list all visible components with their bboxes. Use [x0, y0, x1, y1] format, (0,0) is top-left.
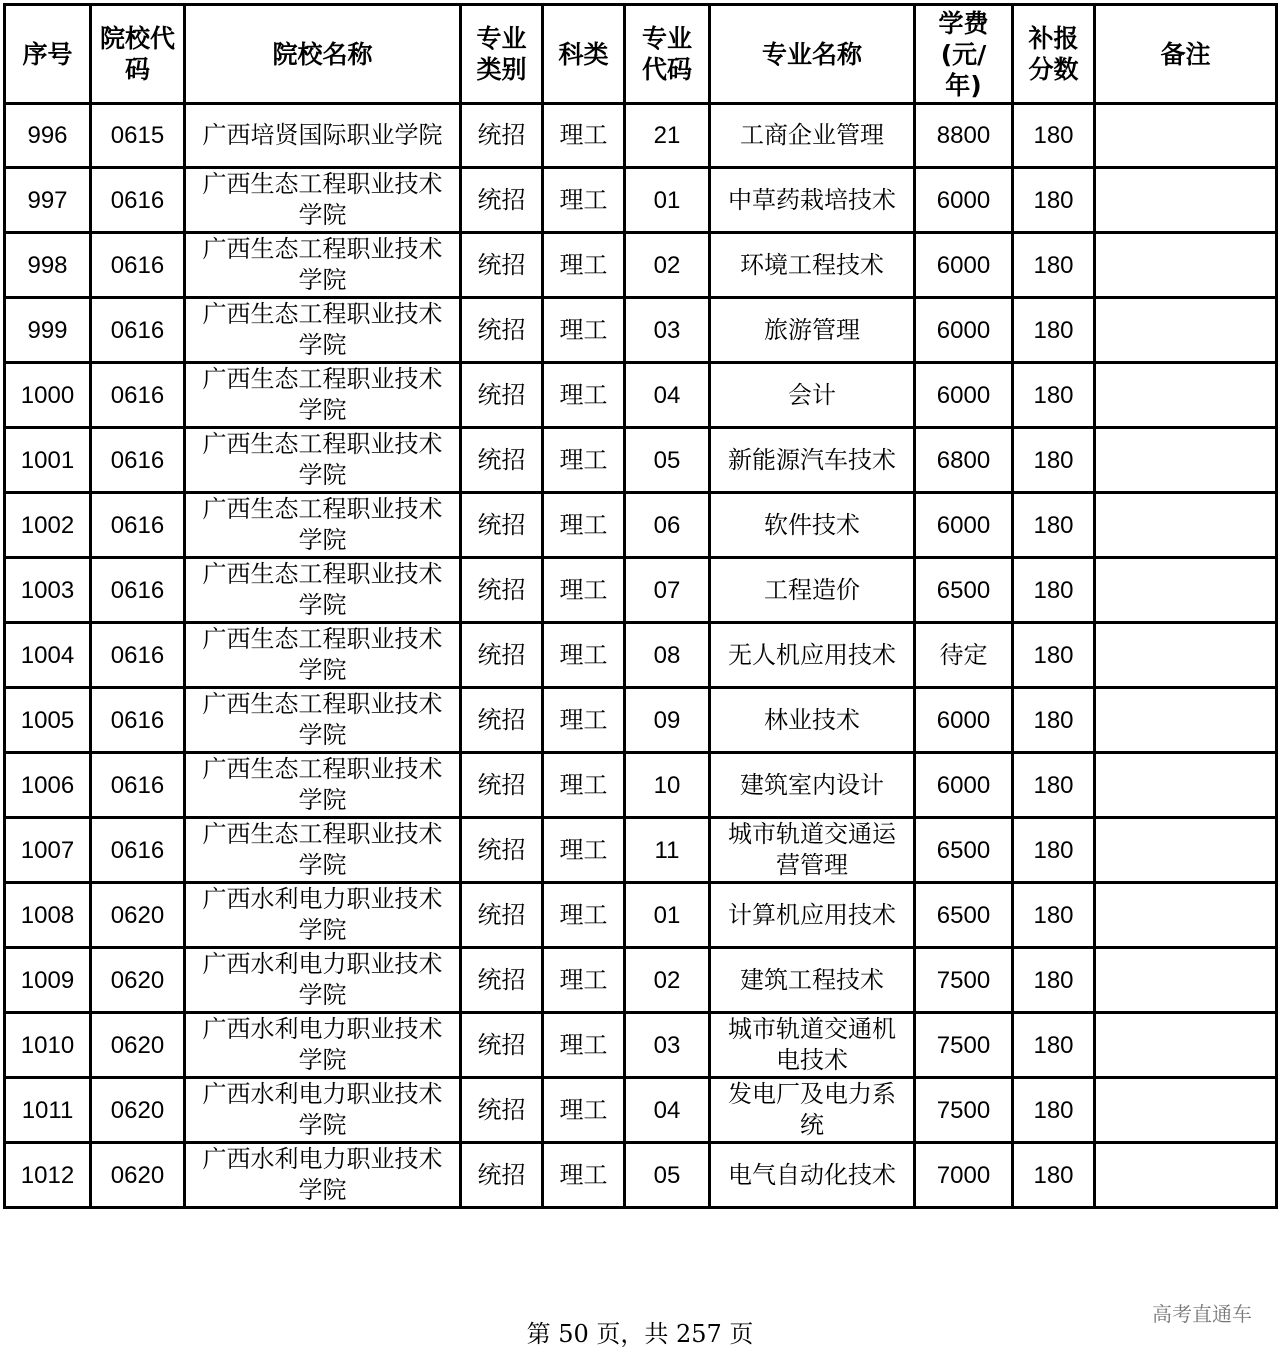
cell-subject: 理工	[543, 363, 625, 428]
admissions-table-container	[3, 3, 1278, 1209]
cell-category: 统招	[461, 428, 543, 493]
header-school-code: 院校代码	[91, 5, 185, 104]
cell-school-code: 0620	[91, 1013, 185, 1078]
header-min-score: 补报分数	[1013, 5, 1095, 104]
cell-major-code: 01	[625, 883, 710, 948]
cell-category: 统招	[461, 623, 543, 688]
cell-category: 统招	[461, 883, 543, 948]
cell-tuition: 6000	[915, 688, 1013, 753]
cell-subject: 理工	[543, 428, 625, 493]
header-seq: 序号	[5, 5, 91, 104]
cell-min-score: 180	[1013, 688, 1095, 753]
cell-major-name: 电气自动化技术	[710, 1143, 915, 1208]
cell-min-score: 180	[1013, 104, 1095, 168]
cell-major-code: 11	[625, 818, 710, 883]
cell-seq: 1005	[5, 688, 91, 753]
table-row	[5, 104, 1277, 168]
cell-tuition: 6000	[915, 168, 1013, 233]
cell-major-code: 08	[625, 623, 710, 688]
cell-school-code: 0615	[91, 104, 185, 168]
cell-note	[1095, 623, 1277, 688]
cell-major-name: 无人机应用技术	[710, 623, 915, 688]
cell-school-name: 广西水利电力职业技术学院	[185, 1078, 461, 1143]
cell-seq: 996	[5, 104, 91, 168]
cell-school-name: 广西生态工程职业技术学院	[185, 168, 461, 233]
cell-major-code: 05	[625, 1143, 710, 1208]
cell-seq: 997	[5, 168, 91, 233]
cell-note	[1095, 168, 1277, 233]
header-major-code: 专业代码	[625, 5, 710, 104]
table-header-row	[5, 5, 1277, 104]
cell-major-name: 会计	[710, 363, 915, 428]
cell-school-name: 广西生态工程职业技术学院	[185, 428, 461, 493]
cell-major-code: 03	[625, 1013, 710, 1078]
cell-category: 统招	[461, 818, 543, 883]
cell-tuition: 7500	[915, 1013, 1013, 1078]
cell-tuition: 7500	[915, 1078, 1013, 1143]
cell-subject: 理工	[543, 1078, 625, 1143]
cell-school-code: 0616	[91, 298, 185, 363]
cell-major-code: 09	[625, 688, 710, 753]
table-row	[5, 1013, 1277, 1078]
cell-school-name: 广西水利电力职业技术学院	[185, 883, 461, 948]
cell-category: 统招	[461, 558, 543, 623]
cell-school-code: 0620	[91, 948, 185, 1013]
cell-tuition: 6500	[915, 818, 1013, 883]
cell-min-score: 180	[1013, 233, 1095, 298]
cell-seq: 1007	[5, 818, 91, 883]
cell-major-name: 软件技术	[710, 493, 915, 558]
cell-major-code: 03	[625, 298, 710, 363]
cell-subject: 理工	[543, 948, 625, 1013]
table-row	[5, 558, 1277, 623]
cell-major-code: 02	[625, 948, 710, 1013]
cell-school-name: 广西生态工程职业技术学院	[185, 298, 461, 363]
table-row	[5, 233, 1277, 298]
cell-major-code: 10	[625, 753, 710, 818]
cell-school-code: 0616	[91, 623, 185, 688]
cell-school-code: 0616	[91, 558, 185, 623]
table-row	[5, 818, 1277, 883]
cell-school-code: 0616	[91, 493, 185, 558]
table-row	[5, 753, 1277, 818]
cell-note	[1095, 233, 1277, 298]
header-major-name: 专业名称	[710, 5, 915, 104]
cell-major-name: 旅游管理	[710, 298, 915, 363]
table-row	[5, 883, 1277, 948]
cell-category: 统招	[461, 1143, 543, 1208]
cell-category: 统招	[461, 363, 543, 428]
cell-tuition: 6800	[915, 428, 1013, 493]
cell-subject: 理工	[543, 883, 625, 948]
cell-subject: 理工	[543, 688, 625, 753]
cell-seq: 1001	[5, 428, 91, 493]
cell-school-code: 0616	[91, 688, 185, 753]
cell-min-score: 180	[1013, 168, 1095, 233]
cell-min-score: 180	[1013, 1078, 1095, 1143]
cell-category: 统招	[461, 298, 543, 363]
cell-school-name: 广西生态工程职业技术学院	[185, 558, 461, 623]
cell-school-name: 广西水利电力职业技术学院	[185, 1013, 461, 1078]
cell-tuition: 待定	[915, 623, 1013, 688]
cell-subject: 理工	[543, 558, 625, 623]
cell-school-name: 广西生态工程职业技术学院	[185, 818, 461, 883]
table-row	[5, 1078, 1277, 1143]
cell-major-code: 04	[625, 363, 710, 428]
header-school-name: 院校名称	[185, 5, 461, 104]
cell-school-code: 0616	[91, 818, 185, 883]
header-category: 专业类别	[461, 5, 543, 104]
cell-note	[1095, 1013, 1277, 1078]
cell-tuition: 6500	[915, 558, 1013, 623]
cell-seq: 1000	[5, 363, 91, 428]
cell-subject: 理工	[543, 493, 625, 558]
header-subject: 科类	[543, 5, 625, 104]
admissions-table	[3, 3, 1278, 1209]
table-row	[5, 623, 1277, 688]
cell-category: 统招	[461, 948, 543, 1013]
header-note: 备注	[1095, 5, 1277, 104]
cell-category: 统招	[461, 168, 543, 233]
cell-min-score: 180	[1013, 298, 1095, 363]
cell-school-name: 广西生态工程职业技术学院	[185, 753, 461, 818]
cell-note	[1095, 688, 1277, 753]
cell-major-name: 建筑工程技术	[710, 948, 915, 1013]
cell-school-name: 广西生态工程职业技术学院	[185, 363, 461, 428]
cell-major-name: 工程造价	[710, 558, 915, 623]
cell-school-name: 广西生态工程职业技术学院	[185, 233, 461, 298]
cell-tuition: 6000	[915, 298, 1013, 363]
cell-note	[1095, 883, 1277, 948]
cell-min-score: 180	[1013, 363, 1095, 428]
cell-category: 统招	[461, 104, 543, 168]
table-row	[5, 688, 1277, 753]
cell-subject: 理工	[543, 818, 625, 883]
cell-major-code: 06	[625, 493, 710, 558]
cell-note	[1095, 104, 1277, 168]
cell-major-name: 计算机应用技术	[710, 883, 915, 948]
cell-school-code: 0620	[91, 1078, 185, 1143]
watermark-text: 高考直通车	[1152, 1302, 1252, 1326]
cell-major-name: 环境工程技术	[710, 233, 915, 298]
cell-seq: 1002	[5, 493, 91, 558]
cell-note	[1095, 363, 1277, 428]
cell-min-score: 180	[1013, 558, 1095, 623]
cell-seq: 1006	[5, 753, 91, 818]
cell-major-name: 新能源汽车技术	[710, 428, 915, 493]
cell-tuition: 8800	[915, 104, 1013, 168]
cell-min-score: 180	[1013, 1143, 1095, 1208]
cell-major-name: 建筑室内设计	[710, 753, 915, 818]
table-row	[5, 428, 1277, 493]
table-row	[5, 948, 1277, 1013]
table-row	[5, 363, 1277, 428]
cell-seq: 999	[5, 298, 91, 363]
cell-school-code: 0620	[91, 883, 185, 948]
cell-school-code: 0616	[91, 428, 185, 493]
cell-min-score: 180	[1013, 493, 1095, 558]
cell-tuition: 6000	[915, 493, 1013, 558]
cell-major-code: 04	[625, 1078, 710, 1143]
header-tuition: 学费(元/年)	[915, 5, 1013, 104]
cell-min-score: 180	[1013, 948, 1095, 1013]
cell-major-name: 林业技术	[710, 688, 915, 753]
cell-major-name: 城市轨道交通机电技术	[710, 1013, 915, 1078]
cell-category: 统招	[461, 233, 543, 298]
cell-major-name: 城市轨道交通运营管理	[710, 818, 915, 883]
cell-subject: 理工	[543, 233, 625, 298]
cell-tuition: 6000	[915, 233, 1013, 298]
cell-category: 统招	[461, 493, 543, 558]
page-number-footer: 第 50 页，共 257 页	[526, 1320, 754, 1348]
cell-seq: 1010	[5, 1013, 91, 1078]
cell-min-score: 180	[1013, 1013, 1095, 1078]
cell-min-score: 180	[1013, 428, 1095, 493]
cell-seq: 1011	[5, 1078, 91, 1143]
cell-tuition: 7000	[915, 1143, 1013, 1208]
cell-school-name: 广西培贤国际职业学院	[185, 104, 461, 168]
cell-note	[1095, 428, 1277, 493]
cell-note	[1095, 948, 1277, 1013]
cell-seq: 1003	[5, 558, 91, 623]
cell-major-code: 01	[625, 168, 710, 233]
cell-seq: 1008	[5, 883, 91, 948]
cell-subject: 理工	[543, 168, 625, 233]
cell-seq: 1004	[5, 623, 91, 688]
cell-tuition: 6000	[915, 363, 1013, 428]
table-body	[5, 104, 1277, 1208]
cell-major-code: 21	[625, 104, 710, 168]
cell-school-code: 0616	[91, 363, 185, 428]
cell-subject: 理工	[543, 1013, 625, 1078]
cell-category: 统招	[461, 1078, 543, 1143]
cell-school-code: 0616	[91, 753, 185, 818]
cell-subject: 理工	[543, 298, 625, 363]
cell-school-code: 0620	[91, 1143, 185, 1208]
cell-category: 统招	[461, 753, 543, 818]
cell-subject: 理工	[543, 104, 625, 168]
table-row	[5, 493, 1277, 558]
table-row	[5, 1143, 1277, 1208]
cell-seq: 998	[5, 233, 91, 298]
cell-major-code: 02	[625, 233, 710, 298]
cell-school-name: 广西生态工程职业技术学院	[185, 623, 461, 688]
cell-note	[1095, 1078, 1277, 1143]
cell-min-score: 180	[1013, 818, 1095, 883]
cell-seq: 1012	[5, 1143, 91, 1208]
cell-category: 统招	[461, 1013, 543, 1078]
cell-school-code: 0616	[91, 233, 185, 298]
cell-min-score: 180	[1013, 623, 1095, 688]
table-row	[5, 168, 1277, 233]
cell-tuition: 7500	[915, 948, 1013, 1013]
cell-min-score: 180	[1013, 883, 1095, 948]
cell-school-code: 0616	[91, 168, 185, 233]
cell-major-code: 05	[625, 428, 710, 493]
cell-major-code: 07	[625, 558, 710, 623]
cell-school-name: 广西水利电力职业技术学院	[185, 1143, 461, 1208]
cell-major-name: 中草药栽培技术	[710, 168, 915, 233]
cell-note	[1095, 558, 1277, 623]
cell-subject: 理工	[543, 1143, 625, 1208]
cell-school-name: 广西生态工程职业技术学院	[185, 688, 461, 753]
cell-school-name: 广西生态工程职业技术学院	[185, 493, 461, 558]
cell-subject: 理工	[543, 753, 625, 818]
cell-note	[1095, 818, 1277, 883]
cell-major-name: 工商企业管理	[710, 104, 915, 168]
cell-min-score: 180	[1013, 753, 1095, 818]
cell-subject: 理工	[543, 623, 625, 688]
cell-category: 统招	[461, 688, 543, 753]
cell-seq: 1009	[5, 948, 91, 1013]
cell-school-name: 广西水利电力职业技术学院	[185, 948, 461, 1013]
table-row	[5, 298, 1277, 363]
cell-note	[1095, 1143, 1277, 1208]
cell-note	[1095, 493, 1277, 558]
cell-major-name: 发电厂及电力系统	[710, 1078, 915, 1143]
cell-tuition: 6500	[915, 883, 1013, 948]
cell-note	[1095, 298, 1277, 363]
cell-tuition: 6000	[915, 753, 1013, 818]
cell-note	[1095, 753, 1277, 818]
